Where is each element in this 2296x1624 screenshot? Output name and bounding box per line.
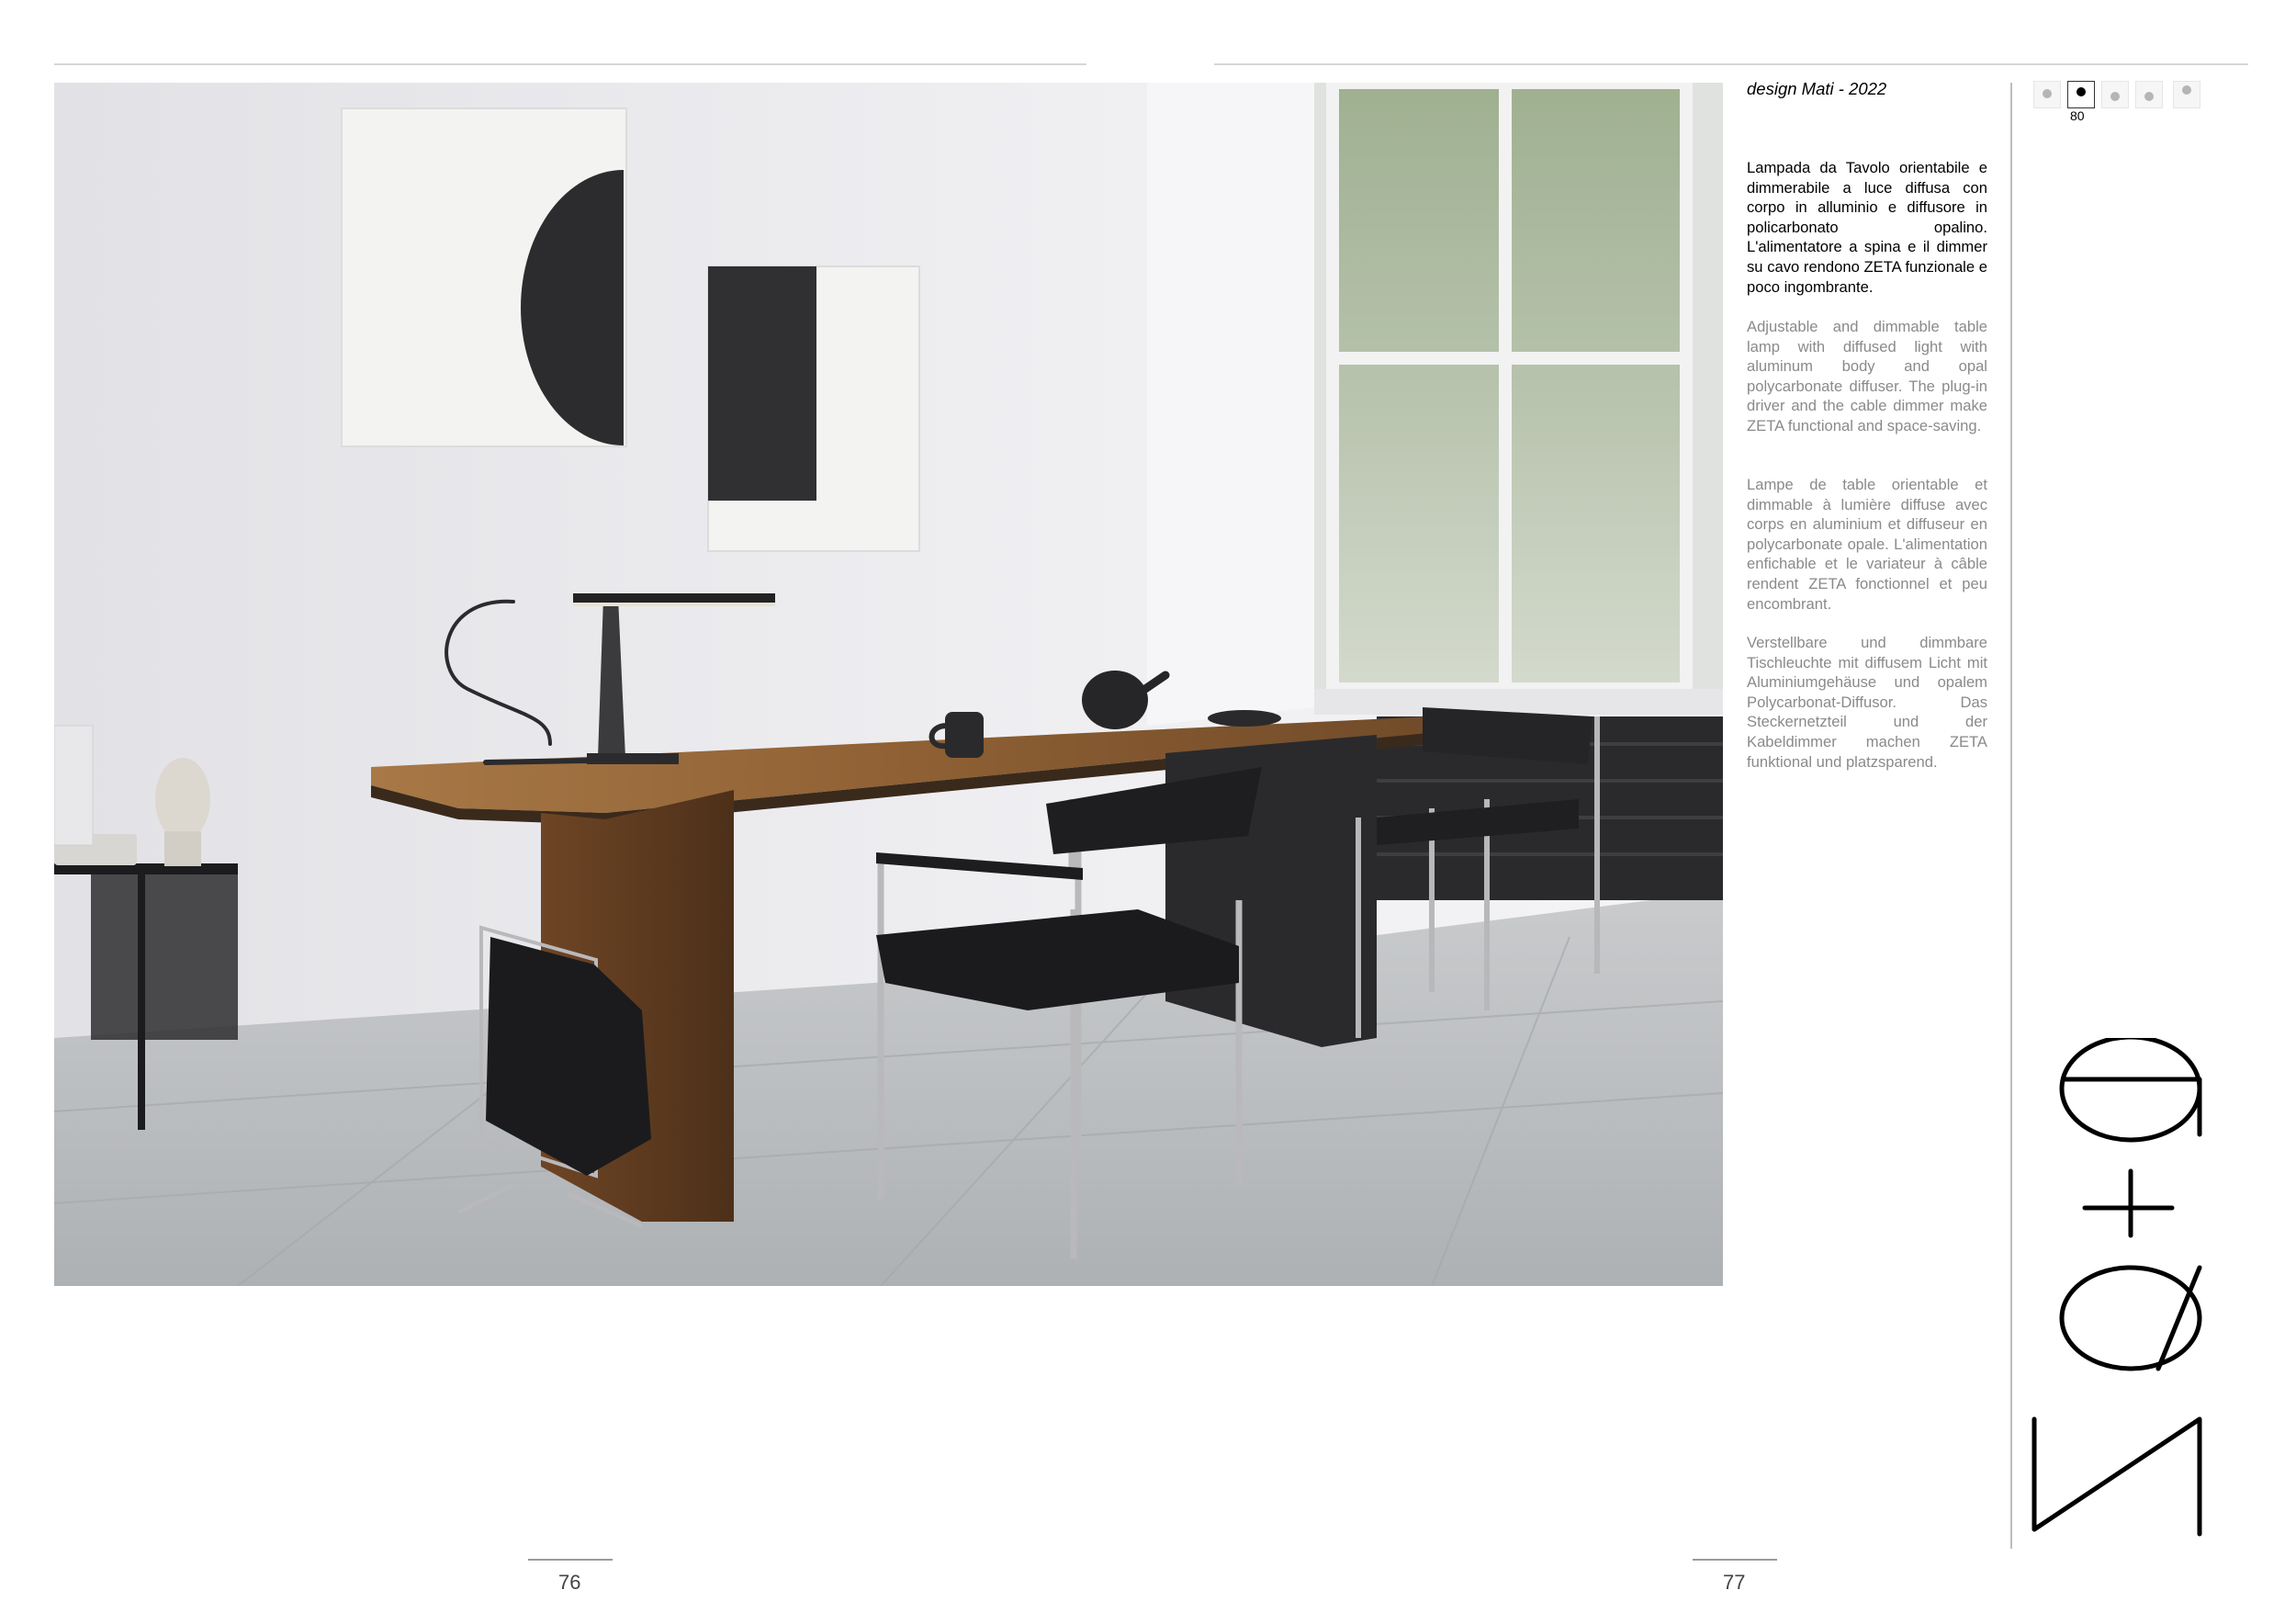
variant-swatch-selected[interactable] bbox=[2067, 81, 2095, 108]
dot-icon bbox=[2043, 89, 2052, 98]
page-number-left: 76 bbox=[558, 1571, 581, 1594]
variant-swatch-1[interactable] bbox=[2033, 81, 2061, 108]
page-number-rule-left bbox=[528, 1559, 613, 1561]
page-number-right: 77 bbox=[1723, 1571, 1746, 1594]
description-italian: Lampada da Tavolo orientabile e dimmerabile a luce diffusa con corpo in alluminio e diffusore in policarbonato opalino. L'alimentatore a spina e il dimmer su cavo rendono ZETA funzionale e poco ingombrante. bbox=[1747, 159, 1987, 296]
top-rule-right bbox=[1214, 63, 2248, 65]
description-english: Adjustable and dimmable table lamp with diffused light with aluminum body and opal polycarbonate diffuser. The plug-in driver and the cable dimmer make ZETA functional and space-saving. bbox=[1747, 318, 1987, 434]
variant-swatch-4[interactable] bbox=[2135, 81, 2163, 108]
selected-variant-number: 80 bbox=[2070, 108, 2085, 123]
zeta-logotype bbox=[2011, 1038, 2250, 1552]
dot-icon bbox=[2182, 85, 2191, 95]
design-credit: design Mati - 2022 bbox=[1747, 79, 1887, 98]
top-rule-left bbox=[54, 63, 1086, 65]
description-german: Verstellbare und dimmbare Tischleuchte mit diffusem Licht mit Aluminiumgehäuse und opalem Polycarbonat-Diffusor. Das Steckernetzteil und der Kabeldimmer machen ZETA funktional und platzsparend. bbox=[1747, 634, 1987, 771]
description-french: Lampe de table orientable et dimmable à lumière diffuse avec corps en aluminium et diffuseur en polycarbonate opale. L'alimentation enfichable et le variateur à câble rendent ZETA fonctionnel et peu encombrant. bbox=[1747, 476, 1987, 613]
dot-icon bbox=[2110, 92, 2120, 101]
product-photo bbox=[54, 83, 1723, 1286]
variant-swatch-5[interactable] bbox=[2173, 81, 2200, 108]
page-number-rule-right bbox=[1693, 1559, 1777, 1561]
brand-title-zeta bbox=[2011, 1038, 2250, 1557]
variant-swatch-3[interactable] bbox=[2101, 81, 2129, 108]
dot-icon bbox=[2144, 92, 2154, 101]
dot-icon bbox=[2077, 87, 2086, 96]
